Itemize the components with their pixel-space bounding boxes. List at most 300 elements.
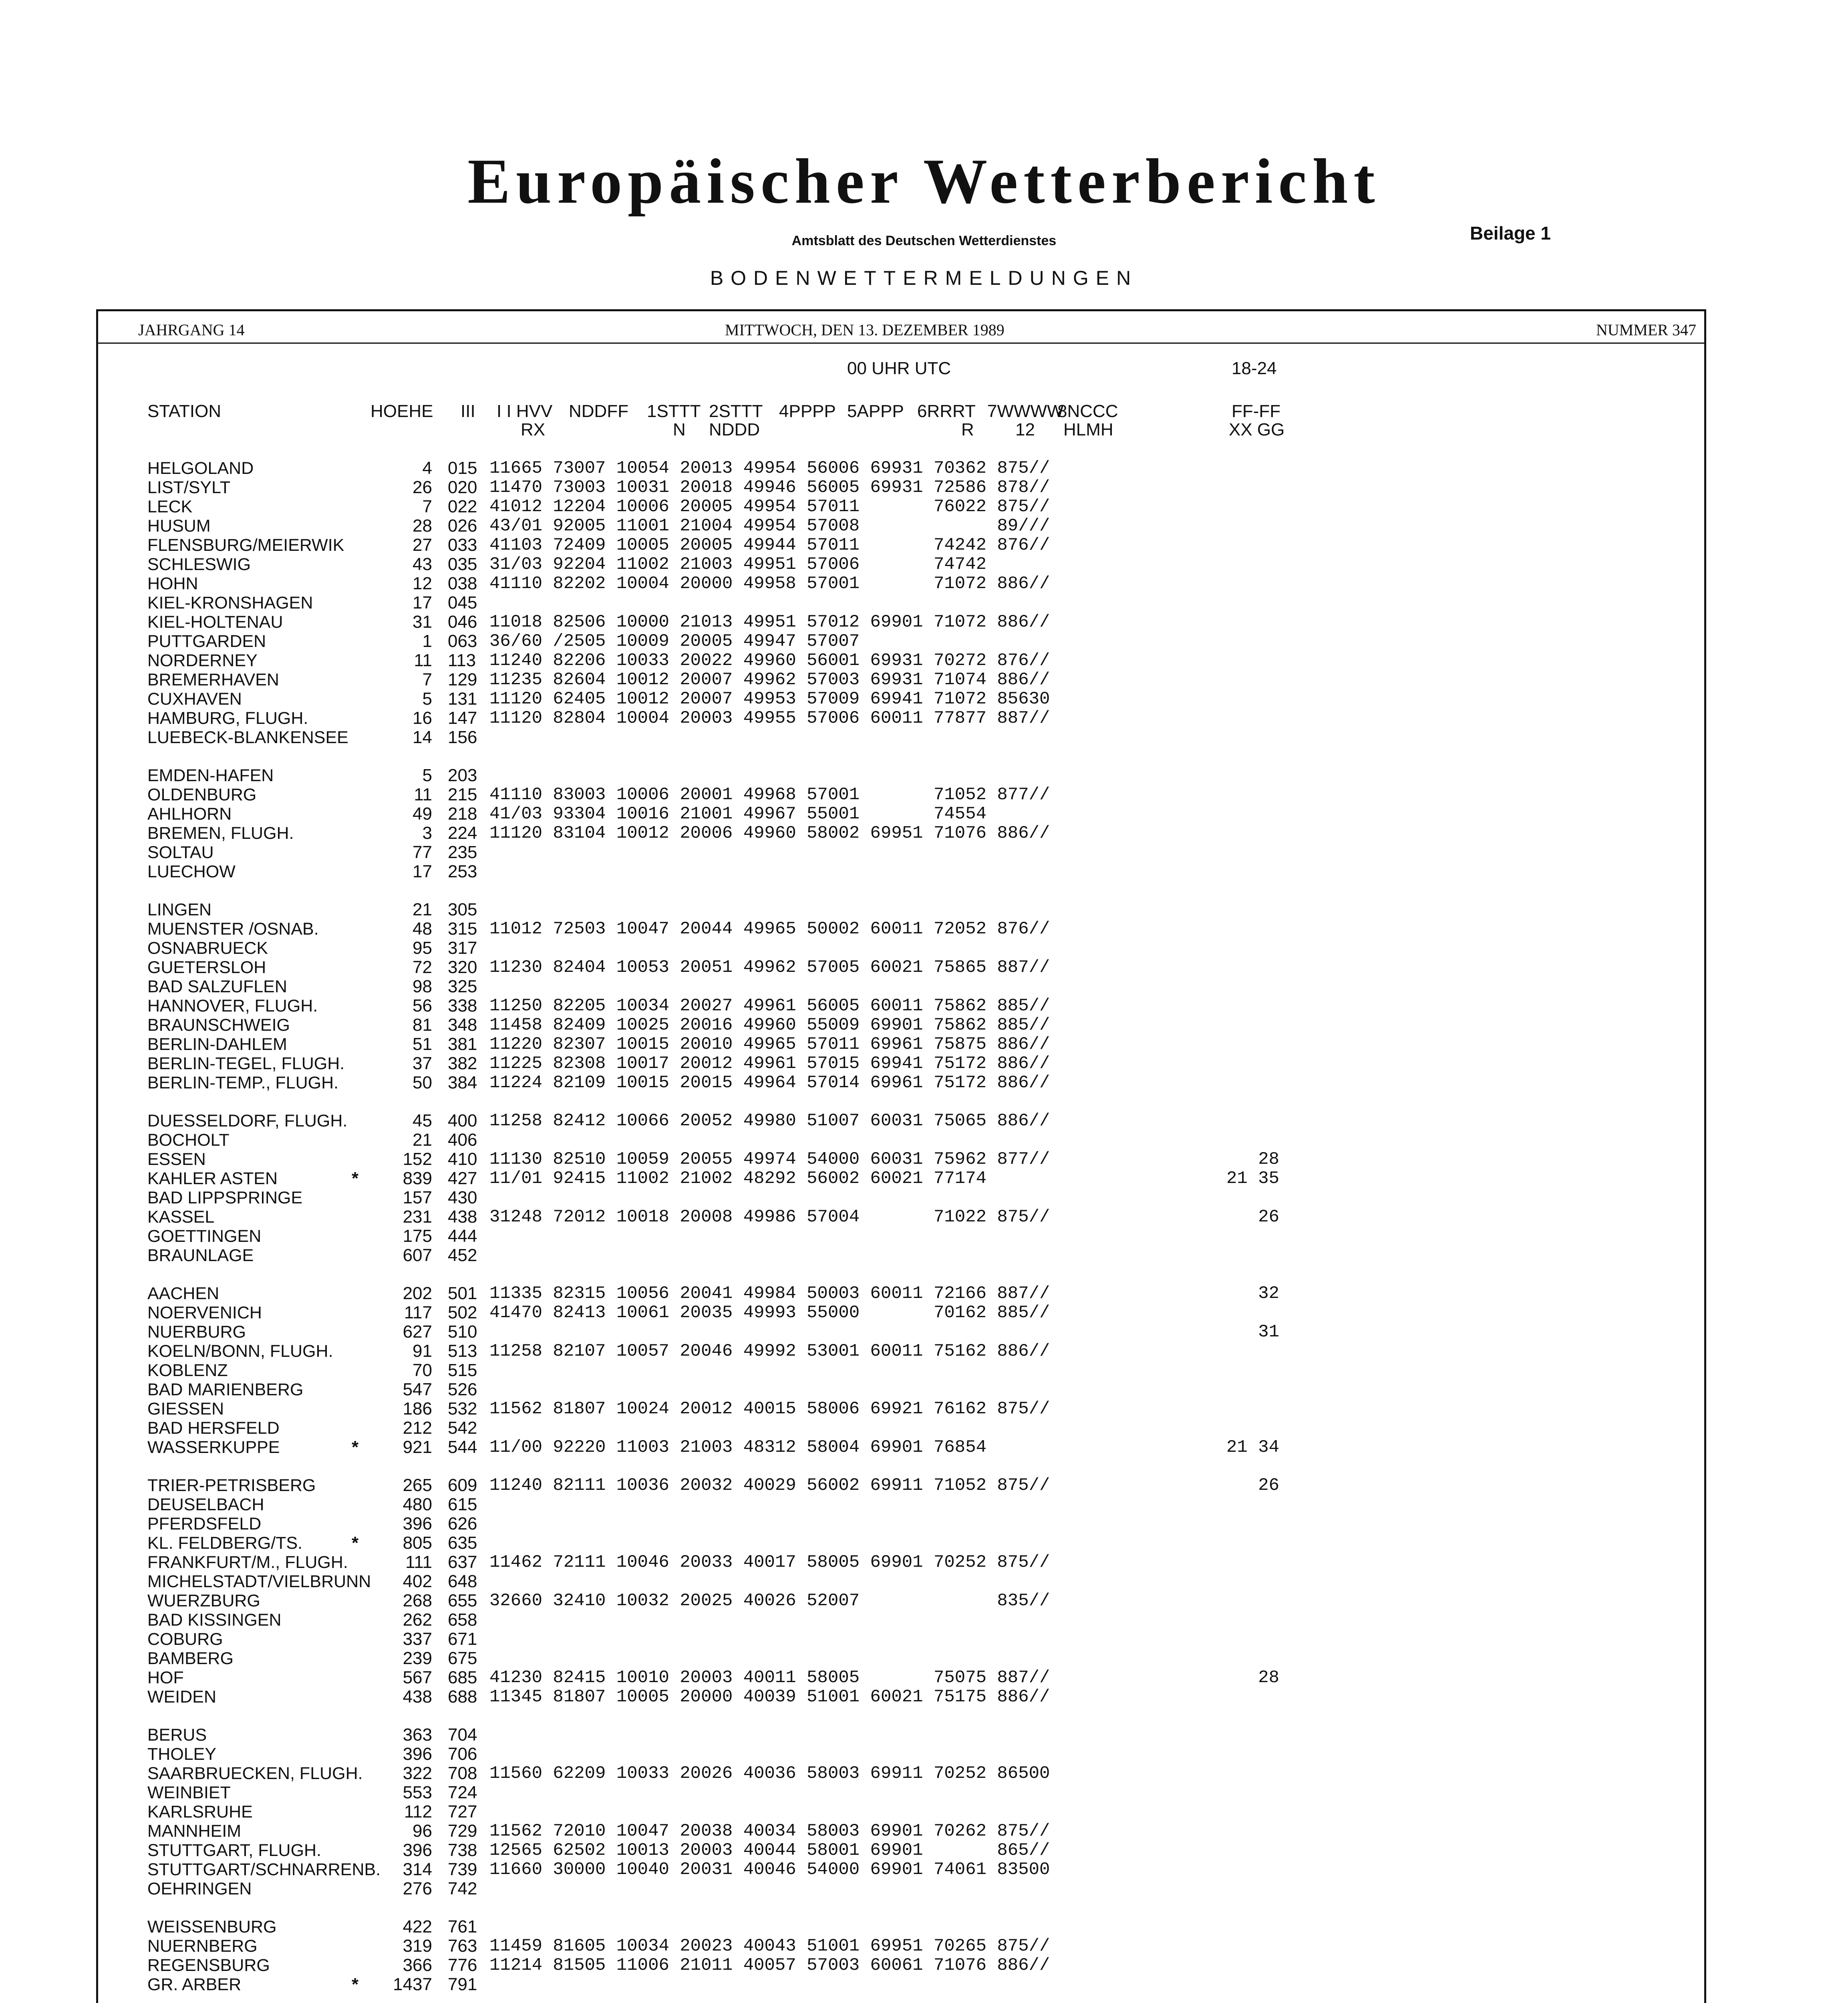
station-number: 045 <box>448 593 477 613</box>
table-row <box>0 785 1848 804</box>
station-name: KIEL-KRONSHAGEN <box>147 593 313 613</box>
table-row <box>0 1227 1848 1246</box>
station-number: 501 <box>448 1284 477 1303</box>
station-number: 348 <box>448 1015 477 1035</box>
station-height: 366 <box>403 1955 432 1975</box>
station-number: 381 <box>448 1034 477 1054</box>
col-nddd: NDDD <box>709 420 760 439</box>
station-number: 438 <box>448 1207 477 1227</box>
station-name: HOF <box>147 1668 184 1687</box>
station-number: 635 <box>448 1533 477 1553</box>
station-name: KOBLENZ <box>147 1361 228 1380</box>
table-row <box>0 1745 1848 1764</box>
station-height: 402 <box>403 1572 432 1591</box>
table-row <box>0 939 1848 958</box>
table-row <box>0 1822 1848 1841</box>
station-number: 671 <box>448 1629 477 1649</box>
station-number: 729 <box>448 1821 477 1841</box>
station-name: BRAUNSCHWEIG <box>147 1016 290 1035</box>
observation-groups: 11230 82404 10053 20051 49962 57005 60021 75865 887// <box>489 957 1050 977</box>
col-7wwww: 7WWWW <box>987 401 1064 421</box>
station-height: 396 <box>403 1514 432 1533</box>
observation-groups: 11462 72111 10046 20033 40017 58005 69901 70252 875// <box>489 1552 1050 1572</box>
wind-gust: 32 <box>1226 1284 1280 1304</box>
table-row <box>0 1476 1848 1495</box>
station-name: PUTTGARDEN <box>147 632 266 651</box>
station-name: BERLIN-DAHLEM <box>147 1035 287 1054</box>
table-row <box>0 1687 1848 1707</box>
station-name: HANNOVER, FLUGH. <box>147 996 318 1016</box>
table-row <box>0 536 1848 555</box>
station-name: MANNHEIM <box>147 1822 242 1841</box>
station-number: 658 <box>448 1610 477 1630</box>
col-5appp: 5APPP <box>847 401 904 421</box>
report-title: Europäischer Wetterbericht <box>467 145 1381 217</box>
header-rule <box>98 343 1704 344</box>
station-height: 186 <box>403 1399 432 1419</box>
col-r: R <box>961 420 974 439</box>
station-height: 77 <box>413 842 432 862</box>
station-height: 265 <box>403 1475 432 1495</box>
observation-groups: 11258 82107 10057 20046 49992 53001 60011 75162 886// <box>489 1341 1050 1361</box>
station-height: 49 <box>413 804 432 824</box>
observation-groups: 11665 73007 10054 20013 49954 56006 69931 70362 875// <box>489 458 1050 478</box>
station-height: 28 <box>413 516 432 536</box>
table-row <box>0 1361 1848 1380</box>
col-4pppp: 4PPPP <box>779 401 836 421</box>
table-row <box>0 1917 1848 1937</box>
station-height: 3 <box>422 823 432 843</box>
station-height: 50 <box>413 1073 432 1092</box>
station-height: 21 <box>413 1130 432 1150</box>
station-name: OLDENBURG <box>147 785 257 804</box>
station-height: 17 <box>413 862 432 881</box>
station-height: 268 <box>403 1591 432 1610</box>
station-name: SOLTAU <box>147 843 214 862</box>
station-number: 015 <box>448 458 477 478</box>
table-row <box>0 1668 1848 1687</box>
station-name: MICHELSTADT/VIELBRUNN <box>147 1572 371 1591</box>
station-number: 655 <box>448 1591 477 1610</box>
station-name: COBURG <box>147 1630 223 1649</box>
station-height: 627 <box>403 1322 432 1342</box>
station-number: 147 <box>448 708 477 728</box>
table-row <box>0 958 1848 977</box>
wind-gust: 26 <box>1226 1475 1280 1495</box>
observation-groups: 41470 82413 10061 20035 49993 55000 70162 885// <box>489 1303 1050 1323</box>
station-height: 12 <box>413 574 432 593</box>
observation-groups: 11012 72503 10047 20044 49965 50002 60011 72052 876// <box>489 919 1050 939</box>
observation-groups: 11214 81505 11006 21011 40057 57003 60061 71076 886// <box>489 1955 1050 1975</box>
table-row <box>0 593 1848 613</box>
time-label: 00 UHR UTC <box>847 359 951 378</box>
station-number: 444 <box>448 1226 477 1246</box>
station-number: 382 <box>448 1054 477 1073</box>
station-name: NUERNBERG <box>147 1937 258 1956</box>
station-number: 218 <box>448 804 477 824</box>
station-height: 81 <box>413 1015 432 1035</box>
issue-number: NUMMER 347 <box>1596 321 1697 339</box>
station-name: HAMBURG, FLUGH. <box>147 709 308 728</box>
table-row <box>0 1610 1848 1630</box>
col-hvv: I I HVV <box>497 401 553 421</box>
station-number: 763 <box>448 1936 477 1956</box>
station-height: 37 <box>413 1054 432 1073</box>
station-name: PFERDSFELD <box>147 1514 262 1533</box>
station-name: LUECHOW <box>147 862 236 881</box>
station-height: 91 <box>413 1341 432 1361</box>
col-12: 12 <box>1015 420 1035 439</box>
col-6rrrt: 6RRRT <box>917 401 976 421</box>
observation-groups: 11240 82111 10036 20032 40029 56002 69911 71052 875// <box>489 1475 1050 1495</box>
table-row <box>0 555 1848 574</box>
station-name: HOHN <box>147 574 198 593</box>
station-number: 129 <box>448 670 477 689</box>
table-row <box>0 1937 1848 1956</box>
table-row <box>0 1130 1848 1150</box>
station-height: 16 <box>413 708 432 728</box>
station-height: 262 <box>403 1610 432 1630</box>
station-name: BERLIN-TEMP., FLUGH. <box>147 1073 339 1092</box>
station-name: TRIER-PETRISBERG <box>147 1476 316 1495</box>
table-row <box>0 632 1848 651</box>
station-name: KOELN/BONN, FLUGH. <box>147 1342 333 1361</box>
table-row <box>0 728 1848 747</box>
station-name: AACHEN <box>147 1284 219 1303</box>
station-number: 532 <box>448 1399 477 1419</box>
station-height: 157 <box>403 1188 432 1207</box>
table-row <box>0 919 1848 939</box>
mountain-station-marker: * <box>352 1169 359 1188</box>
station-name: LECK <box>147 497 193 516</box>
station-number: 315 <box>448 919 477 939</box>
station-number: 742 <box>448 1879 477 1898</box>
observation-groups: 12565 62502 10013 20003 40044 58001 69901 865// <box>489 1840 1050 1860</box>
wind-gust: 21 35 <box>1226 1169 1280 1189</box>
station-name: LUEBECK-BLANKENSEE <box>147 728 348 747</box>
station-height: 11 <box>414 785 432 804</box>
station-height: 314 <box>403 1860 432 1879</box>
station-name: FRANKFURT/M., FLUGH. <box>147 1553 348 1572</box>
station-name: CUXHAVEN <box>147 689 242 709</box>
observation-groups: 41103 72409 10005 20005 49944 57011 74242 876// <box>489 535 1050 555</box>
station-number: 215 <box>448 785 477 804</box>
station-name: GR. ARBER <box>147 1975 242 1994</box>
mountain-station-marker: * <box>352 1437 359 1457</box>
station-name: WEISSENBURG <box>147 1917 277 1937</box>
observation-groups: 31248 72012 10018 20008 49986 57004 71022 875// <box>489 1207 1050 1227</box>
station-height: 48 <box>413 919 432 939</box>
wind-gust: 28 <box>1226 1668 1280 1688</box>
station-height: 239 <box>403 1648 432 1668</box>
station-height: 553 <box>403 1783 432 1802</box>
table-row <box>0 862 1848 881</box>
station-number: 704 <box>448 1725 477 1745</box>
station-number: 513 <box>448 1341 477 1361</box>
col-nddff: NDDFF <box>569 401 629 421</box>
table-row <box>0 1438 1848 1457</box>
station-name: KIEL-HOLTENAU <box>147 613 283 632</box>
station-height: 21 <box>413 900 432 919</box>
station-name: HUSUM <box>147 516 211 536</box>
col-ffff: FF-FF <box>1232 401 1281 421</box>
col-xxgg: XX GG <box>1229 420 1285 439</box>
station-height: 422 <box>403 1917 432 1937</box>
observation-groups: 31/03 92204 11002 21003 49951 57006 74742 <box>489 554 987 574</box>
station-name: SAARBRUECKEN, FLUGH. <box>147 1764 363 1783</box>
period-label: 18-24 <box>1232 359 1277 378</box>
station-number: 542 <box>448 1418 477 1438</box>
date-label: MITTWOCH, DEN 13. DEZEMBER 1989 <box>725 321 1005 339</box>
station-name: FLENSBURG/MEIERWIK <box>147 536 344 555</box>
station-number: 113 <box>448 651 476 670</box>
table-row <box>0 1073 1848 1092</box>
col-8nccc: 8NCCC <box>1057 401 1118 421</box>
observation-groups: 11459 81605 10034 20023 40043 51001 69951 70265 875// <box>489 1936 1050 1956</box>
station-number: 046 <box>448 612 477 632</box>
section-title: BODENWETTERMELDUNGEN <box>710 267 1138 289</box>
observation-groups: 11/00 92220 11003 21003 48312 58004 69901 76854 <box>489 1437 987 1457</box>
station-name: BAD LIPPSPRINGE <box>147 1188 303 1207</box>
station-height: 567 <box>403 1668 432 1687</box>
station-height: 4 <box>422 458 432 478</box>
station-height: 438 <box>403 1687 432 1707</box>
table-row <box>0 1342 1848 1361</box>
station-name: BAD KISSINGEN <box>147 1610 282 1630</box>
station-height: 396 <box>403 1744 432 1764</box>
wind-gust: 26 <box>1226 1207 1280 1227</box>
table-row <box>0 689 1848 709</box>
observation-groups: 11225 82308 10017 20012 49961 57015 69941 75172 886// <box>489 1054 1050 1074</box>
station-number: 035 <box>448 554 477 574</box>
station-height: 396 <box>403 1840 432 1860</box>
observation-groups: 11120 62405 10012 20007 49953 57009 69941 71072 85630 <box>489 689 1050 709</box>
station-number: 430 <box>448 1188 477 1207</box>
station-number: 791 <box>448 1975 477 1994</box>
observation-groups: 36/60 /2505 10009 20005 49947 57007 <box>489 631 860 651</box>
station-height: 7 <box>422 670 432 689</box>
station-name: MUENSTER /OSNAB. <box>147 919 319 939</box>
station-height: 921 <box>403 1437 432 1457</box>
col-1sttt: 1STTT <box>647 401 701 421</box>
col-hlmh: HLMH <box>1063 420 1113 439</box>
station-number: 410 <box>448 1149 477 1169</box>
station-height: 5 <box>422 689 432 709</box>
table-row <box>0 1419 1848 1438</box>
table-row <box>0 1533 1848 1553</box>
station-height: 56 <box>413 996 432 1016</box>
observation-groups: 11220 82307 10015 20010 49965 57011 69961 75875 886// <box>489 1034 1050 1054</box>
station-name: BREMERHAVEN <box>147 670 279 689</box>
wind-gust: 21 34 <box>1226 1437 1280 1457</box>
station-name: DEUSELBACH <box>147 1495 264 1514</box>
table-row <box>0 1016 1848 1035</box>
observation-groups: 11235 82604 10012 20007 49962 57003 69931 71074 886// <box>489 670 1050 690</box>
observation-groups: 41110 83003 10006 20001 49968 57001 71052 877// <box>489 785 1050 805</box>
table-row <box>0 1495 1848 1514</box>
observation-groups: 32660 32410 10032 20025 40026 52007 835// <box>489 1591 1050 1611</box>
station-number: 022 <box>448 497 477 516</box>
station-name: GOETTINGEN <box>147 1227 262 1246</box>
table-row <box>0 1802 1848 1822</box>
observation-groups: 11/01 92415 11002 21002 48292 56002 60021 77174 <box>489 1169 987 1189</box>
observation-groups: 11335 82315 10056 20041 49984 50003 60011 72166 887// <box>489 1284 1050 1304</box>
station-height: 805 <box>403 1533 432 1553</box>
station-name: BAD MARIENBERG <box>147 1380 304 1399</box>
observation-groups: 11660 30000 10040 20031 40046 54000 69901 74061 83500 <box>489 1860 1050 1880</box>
table-row <box>0 900 1848 919</box>
station-height: 11 <box>414 651 432 670</box>
station-height: 212 <box>403 1418 432 1438</box>
station-name: STUTTGART, FLUGH. <box>147 1841 322 1860</box>
station-name: NORDERNEY <box>147 651 258 670</box>
station-height: 547 <box>403 1380 432 1399</box>
table-row <box>0 670 1848 689</box>
station-height: 72 <box>413 957 432 977</box>
wind-gust: 28 <box>1226 1149 1280 1169</box>
table-row <box>0 1188 1848 1207</box>
table-row <box>0 1322 1848 1342</box>
station-height: 95 <box>413 938 432 958</box>
table-row <box>0 1553 1848 1572</box>
station-height: 111 <box>405 1552 432 1572</box>
table-row <box>0 766 1848 785</box>
station-number: 427 <box>448 1169 477 1188</box>
station-name: EMDEN-HAFEN <box>147 766 274 785</box>
station-height: 117 <box>404 1303 432 1322</box>
station-number: 739 <box>448 1860 477 1879</box>
table-row <box>0 1054 1848 1073</box>
station-height: 43 <box>413 554 432 574</box>
col-rx: RX <box>521 420 546 439</box>
table-row <box>0 804 1848 824</box>
observation-groups: 11562 72010 10047 20038 40034 58003 69901 70262 875// <box>489 1821 1050 1841</box>
observation-groups: 11560 62209 10033 20026 40036 58003 69911 70252 86500 <box>489 1763 1050 1783</box>
table-row <box>0 1169 1848 1188</box>
station-height: 202 <box>403 1284 432 1303</box>
table-row <box>0 1035 1848 1054</box>
station-height: 322 <box>403 1763 432 1783</box>
table-row <box>0 1399 1848 1419</box>
station-number: 384 <box>448 1073 477 1092</box>
station-height: 1 <box>422 631 432 651</box>
station-height: 26 <box>413 478 432 497</box>
station-number: 776 <box>448 1955 477 1975</box>
station-height: 17 <box>413 593 432 613</box>
station-name: LIST/SYLT <box>147 478 231 497</box>
station-number: 515 <box>448 1360 477 1380</box>
observation-groups: 41012 12204 10006 20005 49954 57011 76022 875// <box>489 497 1050 517</box>
station-number: 020 <box>448 478 477 497</box>
col-2sttt: 2STTT <box>709 401 763 421</box>
observation-groups: 11562 81807 10024 20012 40015 58006 69921 76162 875// <box>489 1399 1050 1419</box>
station-name: KARLSRUHE <box>147 1802 253 1822</box>
observation-groups: 41/03 93304 10016 21001 49967 55001 74554 <box>489 804 987 824</box>
table-row <box>0 1841 1848 1860</box>
table-row <box>0 1725 1848 1745</box>
observation-groups: 11018 82506 10000 21013 49951 57012 69901 71072 886// <box>489 612 1050 632</box>
beilage-label: Beilage 1 <box>1470 223 1551 244</box>
station-name: REGENSBURG <box>147 1956 270 1975</box>
station-number: 615 <box>448 1495 477 1514</box>
station-name: BREMEN, FLUGH. <box>147 824 294 843</box>
table-row <box>0 1514 1848 1533</box>
station-name: BRAUNLAGE <box>147 1246 254 1265</box>
station-number: 400 <box>448 1111 477 1130</box>
station-name: KASSEL <box>147 1207 215 1227</box>
station-name: NOERVENICH <box>147 1303 262 1322</box>
station-height: 27 <box>413 535 432 555</box>
station-name: STUTTGART/SCHNARRENB. <box>147 1860 381 1879</box>
station-name: SCHLESWIG <box>147 555 251 574</box>
station-number: 626 <box>448 1514 477 1533</box>
table-row <box>0 497 1848 516</box>
table-row <box>0 709 1848 728</box>
station-name: LINGEN <box>147 900 212 919</box>
jahrgang-label: JAHRGANG 14 <box>138 321 245 339</box>
table-row <box>0 1956 1848 1975</box>
station-height: 5 <box>422 766 432 785</box>
station-height: 152 <box>403 1149 432 1169</box>
station-number: 033 <box>448 535 477 555</box>
table-row <box>0 1630 1848 1649</box>
observation-groups: 11258 82412 10066 20052 49980 51007 60031 75065 886// <box>489 1111 1050 1131</box>
station-number: 708 <box>448 1763 477 1783</box>
station-height: 31 <box>413 612 432 632</box>
col-n: N <box>673 420 686 439</box>
table-row <box>0 1860 1848 1879</box>
observation-groups: 11120 82804 10004 20003 49955 57006 60011 77877 887// <box>489 708 1050 728</box>
station-name: WUERZBURG <box>147 1591 260 1610</box>
table-row <box>0 1207 1848 1227</box>
observation-groups: 11240 82206 10033 20022 49960 56001 69931 70272 876// <box>489 651 1050 671</box>
observation-groups: 41110 82202 10004 20000 49958 57001 71072 886// <box>489 574 1050 594</box>
station-name: BERUS <box>147 1725 207 1745</box>
col-hoehe: HOEHE <box>370 401 433 421</box>
observation-groups: 11470 73003 10031 20018 49946 56005 69931 72586 878// <box>489 478 1050 498</box>
table-row <box>0 1246 1848 1265</box>
station-height: 7 <box>422 497 432 516</box>
station-name: GUETERSLOH <box>147 958 266 977</box>
observation-groups: 11120 83104 10012 20006 49960 58002 69951 71076 886// <box>489 823 1050 843</box>
table-row <box>0 1591 1848 1610</box>
station-number: 253 <box>448 862 477 881</box>
table-row <box>0 1783 1848 1802</box>
station-name: BERLIN-TEGEL, FLUGH. <box>147 1054 345 1073</box>
station-name: WEIDEN <box>147 1687 216 1707</box>
station-name: BAMBERG <box>147 1649 234 1668</box>
station-number: 724 <box>448 1783 477 1802</box>
station-number: 526 <box>448 1380 477 1399</box>
station-number: 510 <box>448 1322 477 1342</box>
table-row <box>0 574 1848 593</box>
table-row <box>0 478 1848 497</box>
table-row <box>0 651 1848 670</box>
station-height: 51 <box>413 1034 432 1054</box>
station-number: 203 <box>448 766 477 785</box>
station-height: 175 <box>403 1226 432 1246</box>
station-name: WEINBIET <box>147 1783 231 1802</box>
table-row <box>0 977 1848 996</box>
station-height: 480 <box>403 1495 432 1514</box>
station-name: AHLHORN <box>147 804 232 824</box>
station-number: 320 <box>448 957 477 977</box>
station-height: 276 <box>403 1879 432 1898</box>
station-height: 45 <box>413 1111 432 1130</box>
station-name: BAD SALZUFLEN <box>147 977 287 996</box>
observation-groups: 43/01 92005 11001 21004 49954 57008 89/// <box>489 516 1050 536</box>
station-number: 452 <box>448 1245 477 1265</box>
